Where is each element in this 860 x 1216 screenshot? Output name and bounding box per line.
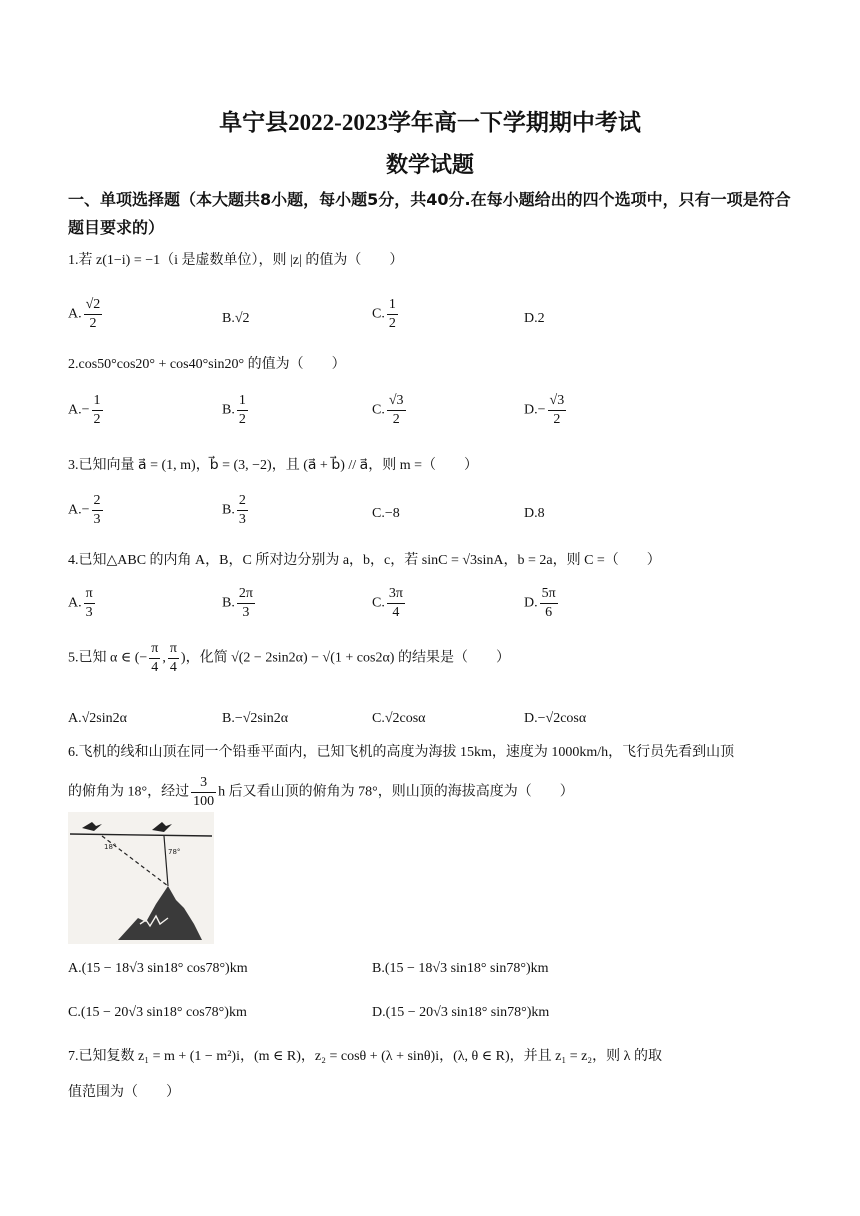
angle-label-2: 78° (168, 848, 181, 856)
q4-option-d: D. $\frac{5\pi}{6}$ (524, 586, 556, 620)
airplane-2-icon (152, 822, 172, 832)
q1-option-c: C. $\frac{1}{2}$ (372, 297, 396, 331)
question-1-stem: 1.若 z(1−i) = −1（i 是虚数单位），则 |z| 的值为（ ） (68, 253, 404, 268)
q5-option-b: B.−√2sin2α (222, 711, 289, 726)
q2-option-b: B. $\frac{1}{2}$ (222, 393, 246, 427)
question-6-line-1: 6.飞机的线和山顶在同一个铅垂平面内，已知飞机的高度为海拔 15km，速度为 1000km/h，飞行员先看到山顶 (68, 745, 735, 760)
question-7-line-1: 7.已知复数 z₁ = m + (1 − m²)i，(m ∈ R)，z₂ = cosθ + (λ + sinθ)i，(λ, θ ∈ R)，并且 z₁ = z₂，则 λ 的取 (68, 1049, 662, 1064)
mountain-icon (118, 886, 202, 940)
question-4-stem: 4.已知△ABC 的内角 A，B，C 所对边分别为 a，b，c，若 sinC = √3sinA，b = 2a，则 C =（ ） (68, 553, 661, 568)
q5-option-a: A.√2sin2α (68, 711, 127, 726)
question-2-stem: 2.cos50°cos20° + cos40°sin20° 的值为（ ） (68, 357, 346, 372)
angle-label-1: 18° (104, 843, 117, 851)
q1-option-d: D.2 (524, 311, 545, 326)
sight-line-2 (164, 836, 168, 886)
q3-option-c: C.−8 (372, 506, 400, 521)
q2-option-c: C. $\frac{√3}{2}$ (372, 393, 404, 427)
flight-line (70, 834, 212, 836)
q4-option-a: A. $\frac{\pi}{3}$ (68, 586, 93, 620)
airplane-mountain-figure (68, 812, 214, 944)
q6-option-a: A.(15 − 18√3 sin18° cos78°)km (68, 961, 248, 976)
q2-option-d: D.− $\frac{√3}{2}$ (524, 393, 565, 427)
q5-option-d: D.−√2cosα (524, 711, 587, 726)
exam-subtitle: 数学试题 (385, 152, 474, 177)
q6-option-c: C.(15 − 20√3 sin18° cos78°)km (68, 1005, 247, 1020)
q1-option-a: A. $\frac{√2}{2}$ (68, 297, 101, 331)
q3-option-b: B. $\frac{2}{3}$ (222, 493, 246, 527)
figure-drawing (68, 812, 214, 944)
q2-option-a: A.− $\frac{1}{2}$ (68, 393, 101, 427)
q4-option-b: B. $\frac{2\pi}{3}$ (222, 586, 253, 620)
q3-option-a: A.− $\frac{2}{3}$ (68, 493, 101, 527)
q6-option-d: D.(15 − 20√3 sin18° sin78°)km (372, 1005, 550, 1020)
q3-option-d: D.8 (524, 506, 545, 521)
q1-option-b: B.√2 (222, 311, 250, 326)
question-6-line-2: 的俯角为 18°，经过 $\frac{3}{100}$ h 后又看山顶的俯角为 78°，则山顶的海拔高度为（ ） (68, 775, 574, 809)
exam-title: 阜宁县2022-2023学年高一下学期期中考试 (219, 110, 641, 135)
airplane-1-icon (82, 822, 102, 831)
question-7-line-2: 值范围为（ ） (68, 1085, 180, 1100)
q4-option-c: C. $\frac{3\pi}{4}$ (372, 586, 403, 620)
section-heading: 一、单项选择题（本大题共8小题，每小题5分，共40分.在每小题给出的四个选项中，只有一项是符合题目要求的） (68, 190, 791, 237)
q6-option-b: B.(15 − 18√3 sin18° sin78°)km (372, 961, 549, 976)
q5-option-c: C.√2cosα (372, 711, 426, 726)
question-3-stem: 3.已知向量 a⃗ = (1, m)，b⃗ = (3, −2)，且 (a⃗ + b⃗) // a⃗，则 m =（ ） (68, 458, 479, 473)
question-5-stem: 5.已知 α ∈ (− $\frac{\pi}{4}$ , $\frac{\pi}{4}$ )，化简 √(2 − 2sin2α) − √(1 + cos2α) 的结果是（ ） (68, 641, 510, 675)
